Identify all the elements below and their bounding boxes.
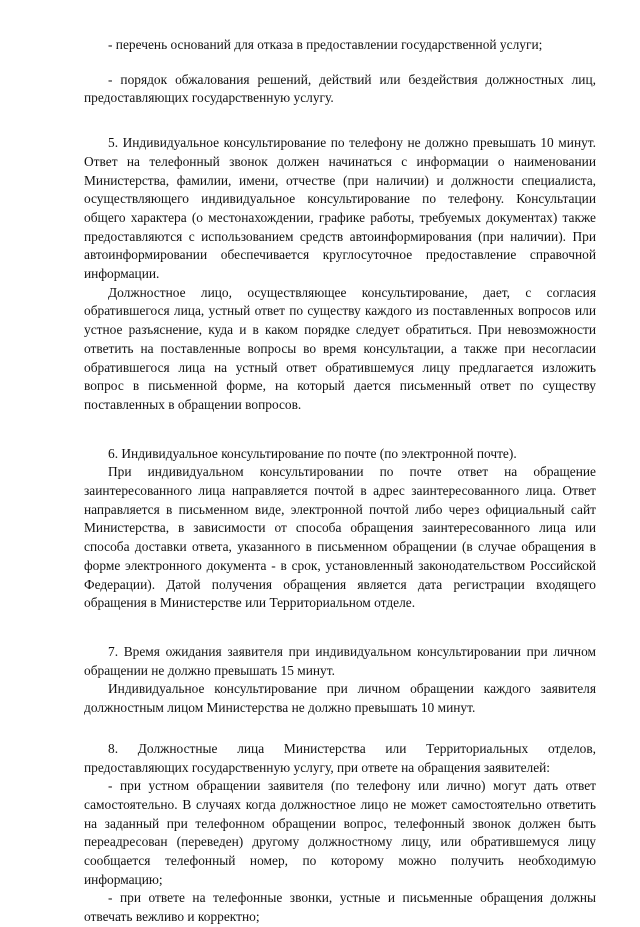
- section-paragraph: 8. Должностные лица Министерства или Территориальных отделов, предоставляющих государственную услугу, при ответе на обращения заявителей:: [84, 740, 596, 775]
- section-paragraph: 7. Время ожидания заявителя при индивидуальном консультировании при личном обращении не должно превышать 15 минут.: [84, 643, 596, 678]
- paragraph: При индивидуальном консультировании по почте ответ на обращение заинтересованного лица направляется почтой в адрес заинтересованного лица. Ответ направляется в письменном виде, электронной почтой либо через официальный сайт Министерства, в зависимости от способа обращения заинтересованного лица или способа доставки ответа, указанного в письменном обращении (в случае обращения в форме электронного документа - в срок, установленный законодательством Российской Федерации). Датой получения обращения является дата регистрации входящего обращения в Министерстве или Территориальном отделе.: [84, 464, 596, 611]
- section-paragraph: 5. Индивидуальное консультирование по телефону не должно превышать 10 минут. Ответ на телефонный звонок должен начинаться с информации о наименовании Министерства, фамилии, имени, отчестве (при наличии) и должности специалиста, осуществляющего индивидуальное консультирование по телефону. Консультации общего характера (о местонахождении, графике работы, требуемых документах) также предоставляются с использованием средств автоинформирования (при наличии). При автоинформировании обеспечивается круглосуточное предоставление справочной информации.: [84, 135, 596, 282]
- list-item: - при устном обращении заявителя (по телефону или лично) могут дать ответ самостоятельно. В случаях когда должностное лицо не может самостоятельно ответить на заданный при телефонном обращении вопрос, телефонный звонок должен быть переадресован (переведен) другому должностному лицу, или обратившемуся лицу сообщается телефонный номер, по которому можно получить необходимую информацию;: [84, 778, 596, 887]
- section-paragraph: 6. Индивидуальное консультирование по почте (по электронной почте).: [108, 445, 517, 461]
- paragraph: Индивидуальное консультирование при личном обращении каждого заявителя должностным лицом Министерства не должно превышать 10 минут.: [84, 681, 596, 716]
- list-item: - порядок обжалования решений, действий или бездействия должностных лиц, предоставляющих государственную услугу.: [84, 71, 596, 106]
- paragraph: Должностное лицо, осуществляющее консультирование, дает, с согласия обратившегося лица, устный ответ по существу каждого из поставленных вопросов или устное разъяснение, куда и в каком порядке следует обратиться. При невозможности ответить на поставленные вопросы во время консультации, а также при несогласии обратившегося лица на устный ответ обратившемуся лицу предлагается изложить вопрос в письменной форме, на который дается письменный ответ по существу поставленных в обращении вопросов.: [84, 284, 596, 412]
- list-item: - при ответе на телефонные звонки, устные и письменные обращения должны отвечать вежливо и корректно;: [84, 890, 596, 925]
- list-item: - перечень оснований для отказа в предоставлении государственной услуги;: [108, 37, 543, 52]
